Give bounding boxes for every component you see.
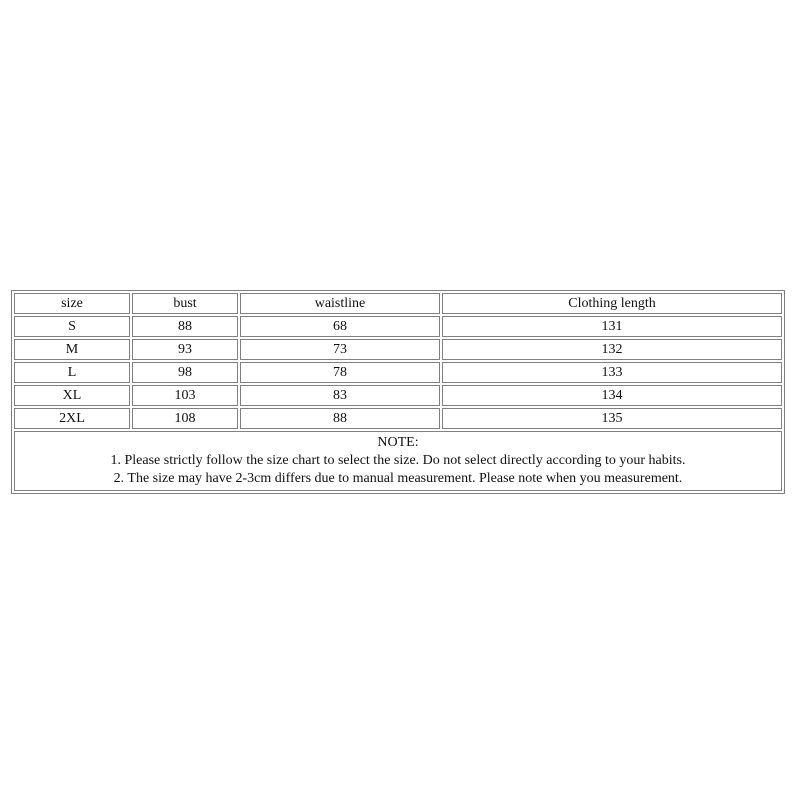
cell-bust: 103 — [132, 385, 238, 406]
note-row — [14, 431, 782, 491]
table-header-row — [14, 293, 782, 314]
note-title: NOTE: — [377, 435, 419, 450]
cell-waistline: 88 — [240, 408, 440, 429]
cell-clothing-length: 131 — [442, 316, 782, 337]
cell-waistline: 73 — [240, 339, 440, 360]
size-table — [11, 290, 785, 494]
cell-size: 2XL — [14, 408, 130, 429]
table-row — [14, 385, 782, 406]
note-line-2: 2. The size may have 2-3cm differs due to manual measurement. Please note when you measurement. — [113, 471, 683, 486]
cell-waistline: 78 — [240, 362, 440, 383]
header-clothing-length: Clothing length — [442, 293, 782, 314]
note-cell — [14, 431, 782, 491]
cell-clothing-length: 134 — [442, 385, 782, 406]
header-bust: bust — [132, 293, 238, 314]
cell-clothing-length: 132 — [442, 339, 782, 360]
table-row — [14, 316, 782, 337]
table-row — [14, 408, 782, 429]
note-line-1: 1. Please strictly follow the size chart to select the size. Do not select directly according to your habits. — [110, 453, 686, 468]
table-row — [14, 362, 782, 383]
cell-size: L — [14, 362, 130, 383]
cell-waistline: 83 — [240, 385, 440, 406]
cell-size: M — [14, 339, 130, 360]
cell-bust: 98 — [132, 362, 238, 383]
cell-bust: 93 — [132, 339, 238, 360]
cell-waistline: 68 — [240, 316, 440, 337]
cell-bust: 108 — [132, 408, 238, 429]
cell-bust: 88 — [132, 316, 238, 337]
cell-size: S — [14, 316, 130, 337]
cell-clothing-length: 135 — [442, 408, 782, 429]
size-chart — [11, 290, 785, 494]
table-row — [14, 339, 782, 360]
cell-clothing-length: 133 — [442, 362, 782, 383]
header-waistline: waistline — [240, 293, 440, 314]
cell-size: XL — [14, 385, 130, 406]
header-size: size — [14, 293, 130, 314]
